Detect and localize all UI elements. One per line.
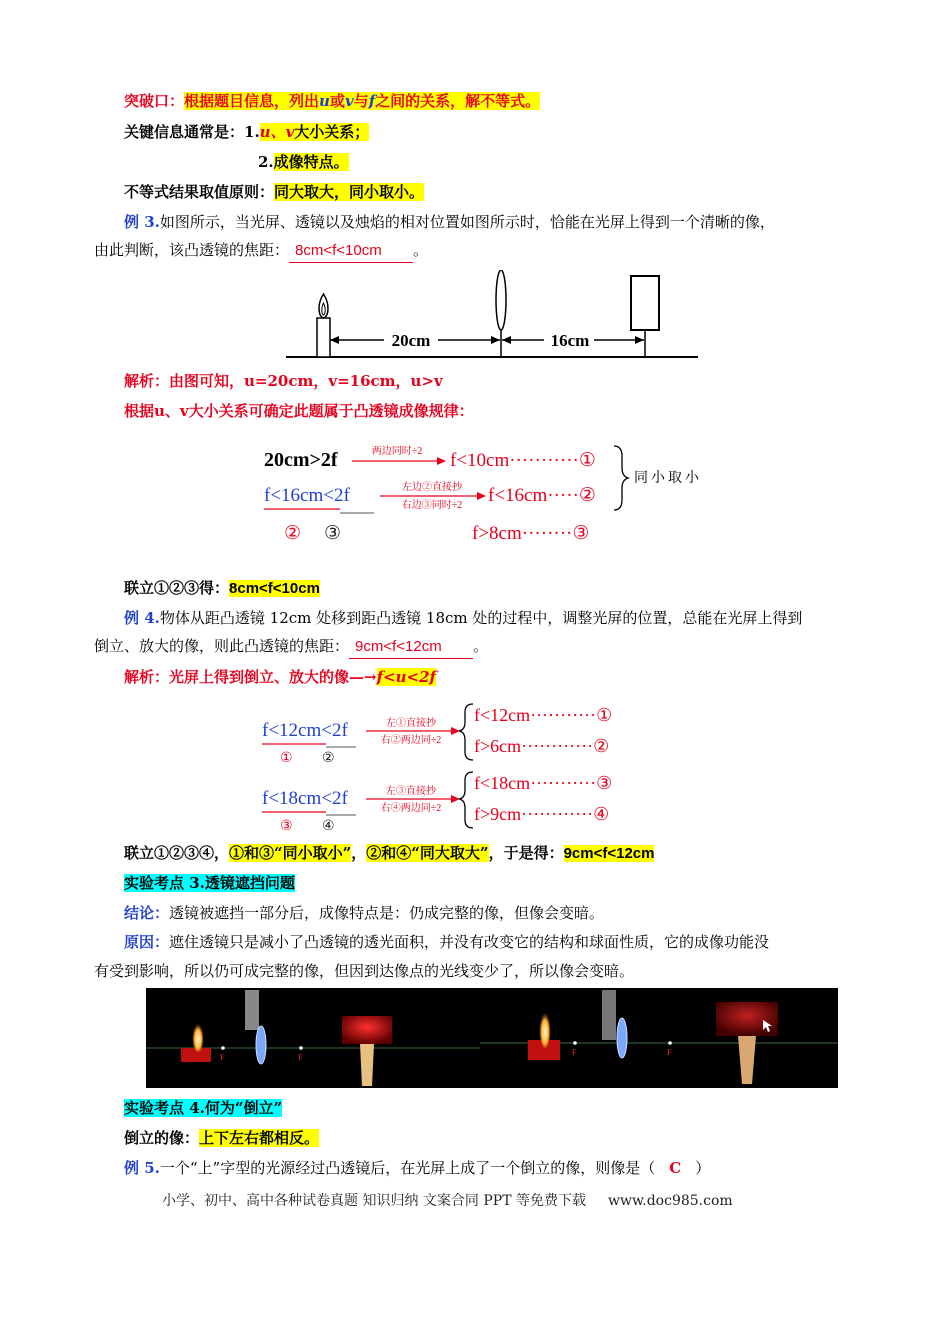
lens — [617, 1018, 627, 1058]
lens-photo-2 — [480, 988, 838, 1088]
reason-line2 — [94, 960, 634, 982]
brace — [614, 446, 628, 510]
arrow-head — [437, 457, 446, 465]
row3-right: f>8cm········③ — [472, 523, 590, 544]
ex4-line1 — [124, 607, 802, 629]
inverted-image-base — [342, 1016, 392, 1044]
ex4-combine-text: 联立①②③④， — [124, 844, 230, 862]
key-info-line — [124, 121, 369, 143]
light-screen — [631, 276, 659, 330]
key-info-label: 关键信息通常是：1. — [124, 123, 260, 141]
var-v: v — [344, 92, 354, 110]
section3-title — [124, 872, 295, 894]
row1-arrow-label: 两边同时÷2 — [371, 446, 423, 457]
g1-c1: ① — [280, 751, 293, 766]
inverted-line — [124, 1127, 319, 1149]
row2-right: f<16cm·····② — [488, 485, 596, 506]
principle-text: 同大取大，同小取小。 — [274, 183, 425, 201]
row2-left: f<16cm<2f — [264, 485, 350, 506]
row2-arrow-bottom: 右边③同时÷2 — [401, 500, 463, 511]
g2-arrow-bottom: 右④两边同÷2 — [380, 803, 442, 814]
ex5-answer: C — [669, 1159, 682, 1177]
g2-arrow-top: 左③直接抄 — [386, 786, 436, 797]
ex3-math — [262, 438, 722, 556]
ex4-combine-hl2: ②和④“同大取大” — [366, 844, 489, 862]
ex3-line2 — [94, 239, 428, 263]
ex3-analysis-label: 解析： — [124, 372, 170, 390]
photo-background — [480, 988, 838, 1088]
ex5-text: 一个“上”字型的光源经过凸透镜后，在光屏上成了一个倒立的像，则像是（ — [159, 1159, 656, 1177]
ex3-rule-line — [124, 400, 474, 422]
candle-flame — [539, 1008, 551, 1048]
inverted-label: 倒立的像： — [124, 1129, 200, 1147]
var-f: f — [368, 92, 376, 110]
ex4-text1: 物体从距凸透镜 12cm 处移到距凸透镜 18cm 处的过程中，调整光屏的位置，总能在光屏上得到 — [159, 609, 803, 627]
ex3-end: 。 — [413, 241, 429, 259]
focus-label-left: F — [572, 1048, 577, 1057]
reason-line1 — [124, 931, 769, 953]
ex4-comma: ， — [351, 844, 367, 862]
conclusion-line — [124, 902, 604, 924]
candle — [317, 318, 330, 357]
ex3-answer: 8cm<f<10cm — [289, 240, 413, 263]
breakthrough-or: 或 — [329, 92, 345, 110]
arrow-head — [491, 336, 500, 344]
ex3-text1: 如图所示，当光屏、透镜以及烛焰的相对位置如图所示时，恰能在光屏上得到一个清晰的像， — [159, 213, 775, 231]
ex4-analysis-arrow: —→ — [349, 668, 377, 686]
arrow-head — [451, 795, 460, 803]
ex4-label: 例 4. — [124, 609, 160, 627]
circ2: ② — [284, 523, 302, 544]
focus-label-right: F — [667, 1048, 672, 1057]
ex4-combine-line — [124, 842, 654, 865]
inverted-text: 上下左右都相反。 — [199, 1129, 320, 1147]
right-distance-label: 16cm — [550, 331, 590, 350]
ex5-label: 例 5. — [124, 1159, 160, 1177]
g2-left: f<18cm<2f — [262, 788, 348, 809]
var-u: u — [319, 92, 330, 110]
arrow-head — [635, 336, 644, 344]
arrow-head — [451, 727, 460, 735]
brace-label: 同小取小 — [634, 471, 702, 486]
g1-c2: ② — [322, 751, 335, 766]
ex4-combine-answer: 9cm<f<12cm — [563, 845, 655, 862]
focus-label-right: F — [298, 1053, 303, 1062]
g1-r1: f<12cm···········① — [474, 705, 613, 725]
g2-c2: ④ — [322, 819, 335, 834]
row1-right: f<10cm···········① — [450, 450, 596, 471]
ex4-combine-hl1: ①和③“同小取小” — [229, 844, 352, 862]
section4-title-text: 实验考点 4.何为“倒立” — [124, 1099, 283, 1117]
focus-left — [221, 1046, 225, 1050]
ex4-analysis-text: 光屏上得到倒立、放大的像 — [169, 668, 350, 686]
reason-label: 原因： — [124, 933, 170, 951]
left-distance-label: 20cm — [391, 331, 431, 350]
ex3-rule-text: 根据u、v大小关系可确定此题属于凸透镜成像规律： — [124, 402, 474, 420]
ex4-combine-mid: ，于是得： — [488, 844, 564, 862]
focus-right — [299, 1046, 303, 1050]
key-info-uv: u、v — [259, 123, 295, 141]
ex4-analysis-line — [124, 666, 436, 688]
footer-link[interactable]: www.doc985.com — [607, 1193, 733, 1209]
ex4-end: 。 — [473, 637, 489, 655]
lens-photo-1 — [146, 988, 485, 1088]
principle-line — [124, 181, 424, 203]
g2-brace — [459, 772, 473, 828]
optics-figure — [286, 270, 698, 362]
key-info-item2-num: 2. — [258, 153, 274, 171]
g1-r2: f>6cm············② — [474, 736, 610, 756]
ex5-line — [124, 1157, 710, 1179]
reason-text2: 有受到影响，所以仍可成完整的像，但因到达像点的光线变少了，所以像会变暗。 — [94, 962, 635, 980]
ex4-analysis-label: 解析： — [124, 668, 170, 686]
focus-right — [668, 1041, 672, 1045]
breakthrough-line — [124, 90, 540, 112]
convex-lens — [496, 270, 506, 330]
ex3-analysis-text: 由图可知，u=20cm，v=16cm，u>v — [169, 372, 443, 390]
breakthrough-text: 根据题目信息，列出 — [184, 92, 320, 110]
section3-title-text: 实验考点 3.透镜遮挡问题 — [124, 874, 295, 892]
inner-flame — [322, 303, 325, 315]
row1-left: 20cm>2f — [264, 449, 338, 471]
g1-arrow-bottom: 右②两边同÷2 — [380, 735, 442, 746]
g2-c1: ③ — [280, 819, 293, 834]
breakthrough-with: 与 — [353, 92, 369, 110]
ex3-line1 — [124, 211, 775, 233]
breakthrough-label: 突破口： — [124, 92, 185, 110]
circ3: ③ — [324, 523, 342, 544]
lens — [256, 1026, 266, 1064]
key-info-item2-line — [258, 151, 349, 173]
arrow-head — [330, 336, 339, 344]
candle-flame — [192, 1020, 204, 1052]
key-info-item1: 大小关系； — [294, 123, 370, 141]
footer — [162, 1190, 733, 1212]
row2-arrow-top: 左边②直接抄 — [402, 482, 462, 493]
conclusion-text: 透镜被遮挡一部分后，成像特点是：仍成完整的像，但像会变暗。 — [169, 904, 605, 922]
focus-left — [573, 1041, 577, 1045]
ex5-end: ） — [695, 1159, 711, 1177]
key-info-item2: 成像特点。 — [273, 153, 349, 171]
ex3-combine-answer: 8cm<f<10cm — [229, 580, 320, 597]
section4-title — [124, 1097, 282, 1119]
blocking-card — [245, 990, 259, 1030]
ex3-combine-label: 联立①②③得： — [124, 579, 230, 597]
focus-label-left: F — [220, 1053, 225, 1062]
arrow-head — [502, 336, 511, 344]
ex4-analysis-ineq: f<u<2f — [376, 668, 436, 686]
ex3-combine-line — [124, 577, 320, 600]
ex4-line2 — [94, 635, 488, 659]
inverted-image-flame — [360, 1044, 374, 1086]
ex3-analysis-line — [124, 370, 443, 392]
blocking-card — [602, 990, 616, 1040]
g2-r2: f>9cm············④ — [474, 804, 610, 824]
arrow-head — [477, 492, 486, 500]
g1-arrow-top: 左①直接抄 — [386, 718, 436, 729]
ex3-text2: 由此判断，该凸透镜的焦距： — [94, 241, 290, 259]
principle-label: 不等式结果取值原则： — [124, 183, 275, 201]
breakthrough-tail: 之间的关系，解不等式。 — [375, 92, 541, 110]
ex3-label: 例 3. — [124, 213, 160, 231]
ex4-text2: 倒立、放大的像，则此凸透镜的焦距： — [94, 637, 350, 655]
reason-text1: 遮住透镜只是减小了凸透镜的透光面积，并没有改变它的结构和球面性质，它的成像功能没 — [169, 933, 770, 951]
g1-left: f<12cm<2f — [262, 720, 348, 741]
conclusion-label: 结论： — [124, 904, 170, 922]
ex4-math — [258, 700, 638, 836]
g2-r1: f<18cm···········③ — [474, 773, 613, 793]
footer-text: 小学、初中、高中各种试卷真题 知识归纳 文案合同 PPT 等免费下载 — [162, 1193, 586, 1209]
g1-brace — [459, 704, 473, 760]
ex4-answer: 9cm<f<12cm — [349, 636, 473, 659]
